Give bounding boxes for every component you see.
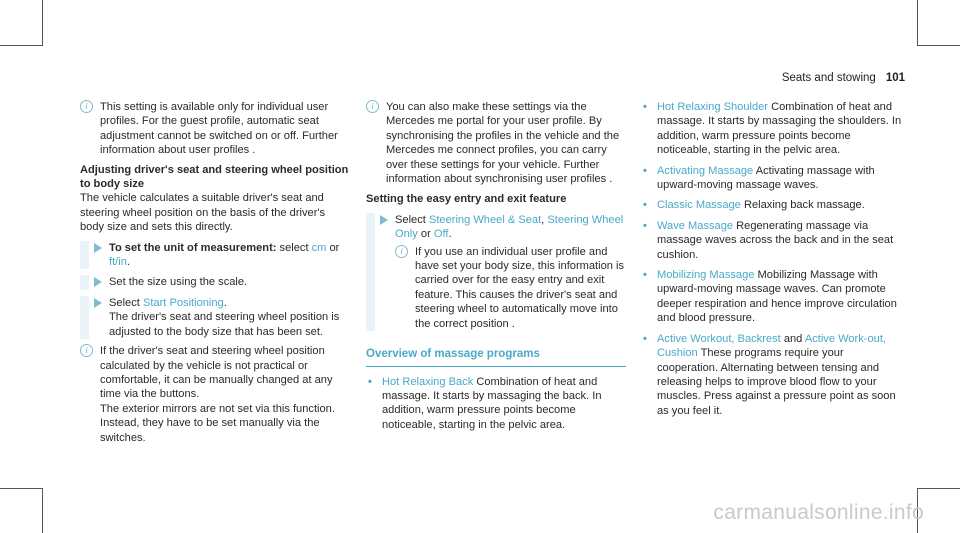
list-item	[366, 375, 626, 433]
subheading: Adjusting driver's seat and steering wheel position to body size	[80, 163, 349, 191]
info-icon: i	[80, 344, 93, 357]
program-text: These programs require your cooperation. Alternating between tensing and releasing helps to improve blood flow to your muscles. Press against a pressure point as soon as you feel it.	[657, 347, 896, 417]
note-text: The exterior mirrors are not set via this function. Instead, they have to be set manually via the switches.	[100, 402, 335, 444]
note	[80, 344, 350, 445]
program-name: Wave Massage	[657, 219, 734, 232]
step-text: Select	[109, 296, 140, 309]
column-1	[80, 100, 350, 450]
step-text: select	[279, 241, 309, 254]
program-text: and	[783, 332, 803, 345]
list-item	[641, 268, 906, 326]
step-bar	[80, 296, 89, 339]
list-item	[641, 198, 906, 212]
page-header	[782, 72, 905, 84]
arrow-icon	[94, 277, 102, 287]
program-name: Active Workout, Backrest	[657, 332, 781, 345]
step-measurement	[80, 241, 350, 270]
bullet-icon: •	[643, 164, 647, 177]
program-name: Classic Massage	[657, 199, 741, 212]
list-item	[641, 100, 906, 158]
step-note	[395, 245, 626, 331]
list-item	[641, 332, 906, 418]
program-text: Combination of heat and massage. It starts by massaging the back. In addition, warm pressure points become noticeable, starting in the pelvic area.	[382, 375, 602, 431]
step-bar	[80, 275, 89, 289]
step-text: Set the size using the scale.	[109, 276, 248, 289]
step-result: The driver's seat and steering wheel position is adjusted to the body size that has been set.	[109, 311, 340, 338]
program-text: Combination of heat and massage. It starts by massaging the shoulders. In addition, warm pressure points become noticeable, starting in the pelvic area.	[657, 101, 902, 157]
bullet-icon: •	[643, 269, 647, 282]
list-item	[641, 164, 906, 193]
step-bar	[80, 241, 89, 270]
section-heading: Overview of massage programs	[366, 347, 626, 366]
step-text: .	[126, 256, 130, 269]
section-title: Seats and stowing	[781, 72, 876, 84]
note-text: If the driver's seat and steering wheel position calculated by the vehicle is not practical or comfortable, it can be manually changed at any time via the buttons.	[100, 345, 333, 401]
page-number: 101	[885, 72, 905, 84]
step-text: .	[223, 296, 227, 309]
bullet-icon: •	[643, 219, 647, 232]
column-2	[366, 100, 626, 438]
program-name: Mobilizing Massage	[657, 269, 755, 282]
program-name: Active Work-out, Cushion	[657, 332, 886, 360]
program-name: Activating Massage	[657, 164, 754, 177]
arrow-icon	[380, 215, 388, 225]
option-steering-wheel-only[interactable]: Steering Wheel Only	[395, 213, 624, 241]
option-ft-in[interactable]: ft/in	[109, 256, 127, 269]
step-text: or	[420, 228, 431, 241]
bullet-icon: •	[368, 375, 372, 388]
subheading: Setting the easy entry and exit feature	[366, 193, 567, 206]
info-icon: i	[366, 100, 379, 113]
program-text: Activating massage with upward-moving massage waves.	[657, 164, 875, 192]
step-bar	[366, 213, 375, 331]
program-name: Hot Relaxing Back	[382, 375, 474, 388]
step-text: .	[448, 228, 452, 241]
info-icon: i	[80, 100, 93, 113]
column-3	[641, 100, 906, 424]
step-size	[80, 275, 350, 289]
bullet-icon: •	[643, 199, 647, 212]
step-label: To set the unit of measurement:	[109, 241, 277, 254]
note	[80, 100, 350, 158]
bullet-icon: •	[643, 101, 647, 113]
step-text: ,	[541, 213, 545, 226]
option-cm[interactable]: cm	[311, 241, 327, 254]
info-icon: i	[395, 245, 408, 258]
step-easy-entry	[366, 213, 626, 331]
note-text: You can also make these settings via the Mercedes me portal for your user profile. By synchronising the profiles in the vehicle and the Mercedes me connect profiles, you can carry over these settings for your vehicle. Further information about synchronising user profiles .	[386, 101, 620, 186]
arrow-icon	[94, 243, 102, 253]
program-text: Regenerating massage via massage waves across the back and in the seat cushion.	[657, 219, 894, 261]
step-text: Select	[395, 213, 426, 226]
option-off[interactable]: Off	[433, 228, 449, 241]
program-text: Mobilizing Massage with upward-moving massage waves. Can promote deeper respiration and hence improve circulation and blood pressure.	[657, 269, 897, 325]
watermark: carmanualsonline.info	[713, 501, 924, 524]
step-start-positioning	[80, 296, 350, 339]
option-steering-wheel-seat[interactable]: Steering Wheel & Seat	[428, 213, 542, 226]
note-text: If you use an individual user profile and have set your body size, this information is carried over for the easy entry and exit feature. This causes the driver's seat and steering wheel to automatically move into the correct position .	[415, 245, 625, 330]
intro-text: The vehicle calculates a suitable driver's seat and steering wheel position on the basis of the driver's body size and sets this directly.	[80, 192, 326, 234]
note-text: This setting is available only for individual user profiles. For the guest profile, automatic seat adjustment cannot be switched on or off. Further information about user profiles .	[100, 101, 338, 157]
option-start-positioning[interactable]: Start Positioning	[142, 296, 224, 309]
list-item	[641, 219, 906, 262]
arrow-icon	[94, 298, 102, 308]
program-name: Hot Relaxing Shoulder	[657, 101, 769, 113]
program-text: Relaxing back massage.	[743, 199, 865, 212]
step-text: or	[329, 241, 340, 254]
bullet-icon: •	[643, 332, 647, 345]
note	[366, 100, 626, 186]
